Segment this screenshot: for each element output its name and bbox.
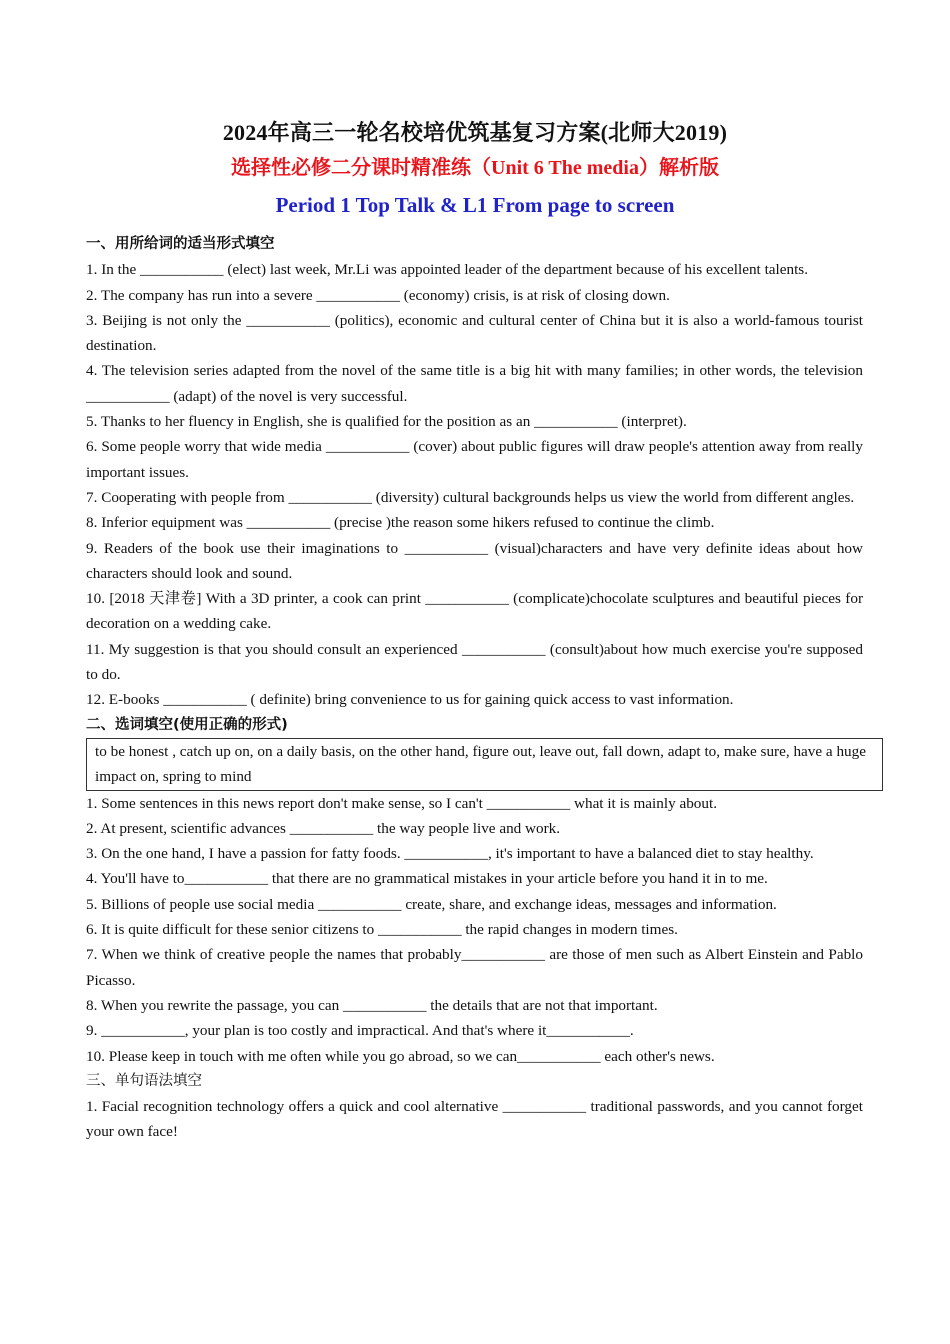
question-item: 5. Thanks to her fluency in English, she is qualified for the position as an ___________ (interpret). — [86, 413, 687, 431]
question-item: 12. E-books ___________ ( definite) bring convenience to us for gaining quick access to vast information. — [86, 691, 734, 709]
section2-heading: 二、选词填空(使用正确的形式) — [86, 716, 288, 733]
question-item: 9. ___________, your plan is too costly and impractical. And that's where it___________. — [86, 1022, 634, 1040]
question-item: 10. Please keep in touch with me often while you go abroad, so we can___________ each other's news. — [86, 1047, 715, 1065]
word-bank-box: to be honest , catch up on, on a daily basis, on the other hand, figure out, leave out, fall down, adapt to, make sure, have a huge impact on, spring to mind — [86, 738, 883, 791]
question-item: 3. On the one hand, I have a passion for fatty foods. ___________, it's important to have a balanced diet to stay healthy. — [86, 845, 814, 863]
question-item: 1. Some sentences in this news report don't make sense, so I can't ___________ what it is mainly about. — [86, 794, 718, 812]
question-item: 4. The television series adapted from the novel of the same title is a big hit with many families; in other words, the television ___________ (adapt) of the novel is very successful. — [86, 362, 863, 405]
question-item: 8. Inferior equipment was ___________ (precise )the reason some hikers refused to continue the climb. — [86, 514, 715, 532]
section1-heading: 一、用所给词的适当形式填空 — [86, 236, 275, 252]
question-item: 2. The company has run into a severe ___________ (economy) crisis, is at risk of closing down. — [86, 286, 670, 304]
document-body — [86, 232, 866, 1145]
period-title: Period 1 Top Talk & L1 From page to screen — [275, 193, 675, 217]
question-item: 7. When we think of creative people the names that probably___________ are those of men such as Albert Einstein and Pablo Picasso. — [86, 946, 863, 989]
question-item: 6. Some people worry that wide media ___________ (cover) about public figures will draw people's attention away from really important issues. — [86, 438, 863, 481]
question-item: 6. It is quite difficult for these senior citizens to ___________ the rapid changes in modern times. — [86, 921, 678, 939]
question-item: 10. [2018 天津卷] With a 3D printer, a cook can print ___________ (complicate)chocolate sculptures and beautiful pieces for decoration on a wedding cake. — [86, 590, 863, 633]
question-item: 11. My suggestion is that you should consult an experienced ___________ (consult)about how much exercise you're supposed to do. — [86, 640, 863, 684]
question-item: 2. At present, scientific advances ___________ the way people live and work. — [86, 819, 561, 837]
section3-heading: 三、单句语法填空 — [86, 1072, 202, 1089]
question-item: 7. Cooperating with people from ___________ (diversity) cultural backgrounds helps us view the world from different angles. — [86, 488, 855, 506]
question-item: 9. Readers of the book use their imaginations to ___________ (visual)characters and have very definite ideas about how characters should look and sound. — [86, 539, 863, 582]
question-item: 8. When you rewrite the passage, you can ___________ the details that are not that important. — [86, 996, 658, 1014]
document-title: 2024年高三一轮名校培优筑基复习方案(北师大2019) — [222, 120, 728, 145]
question-item: 3. Beijing is not only the ___________ (politics), economic and cultural center of China but it is also a world-famous tourist destination. — [86, 311, 863, 355]
question-item: 5. Billions of people use social media ___________ create, share, and exchange ideas, messages and information. — [86, 895, 777, 913]
question-item: 1. Facial recognition technology offers a quick and cool alternative ___________ traditional passwords, and you cannot forget your own face! — [86, 1098, 863, 1141]
document-subtitle: 选择性必修二分课时精准练（Unit 6 The media）解析版 — [231, 157, 719, 179]
question-item: 1. In the ___________ (elect) last week, Mr.Li was appointed leader of the department because of his excellent talents. — [86, 261, 809, 279]
question-item: 4. You'll have to___________ that there are no grammatical mistakes in your article before you hand it in to me. — [86, 870, 768, 888]
